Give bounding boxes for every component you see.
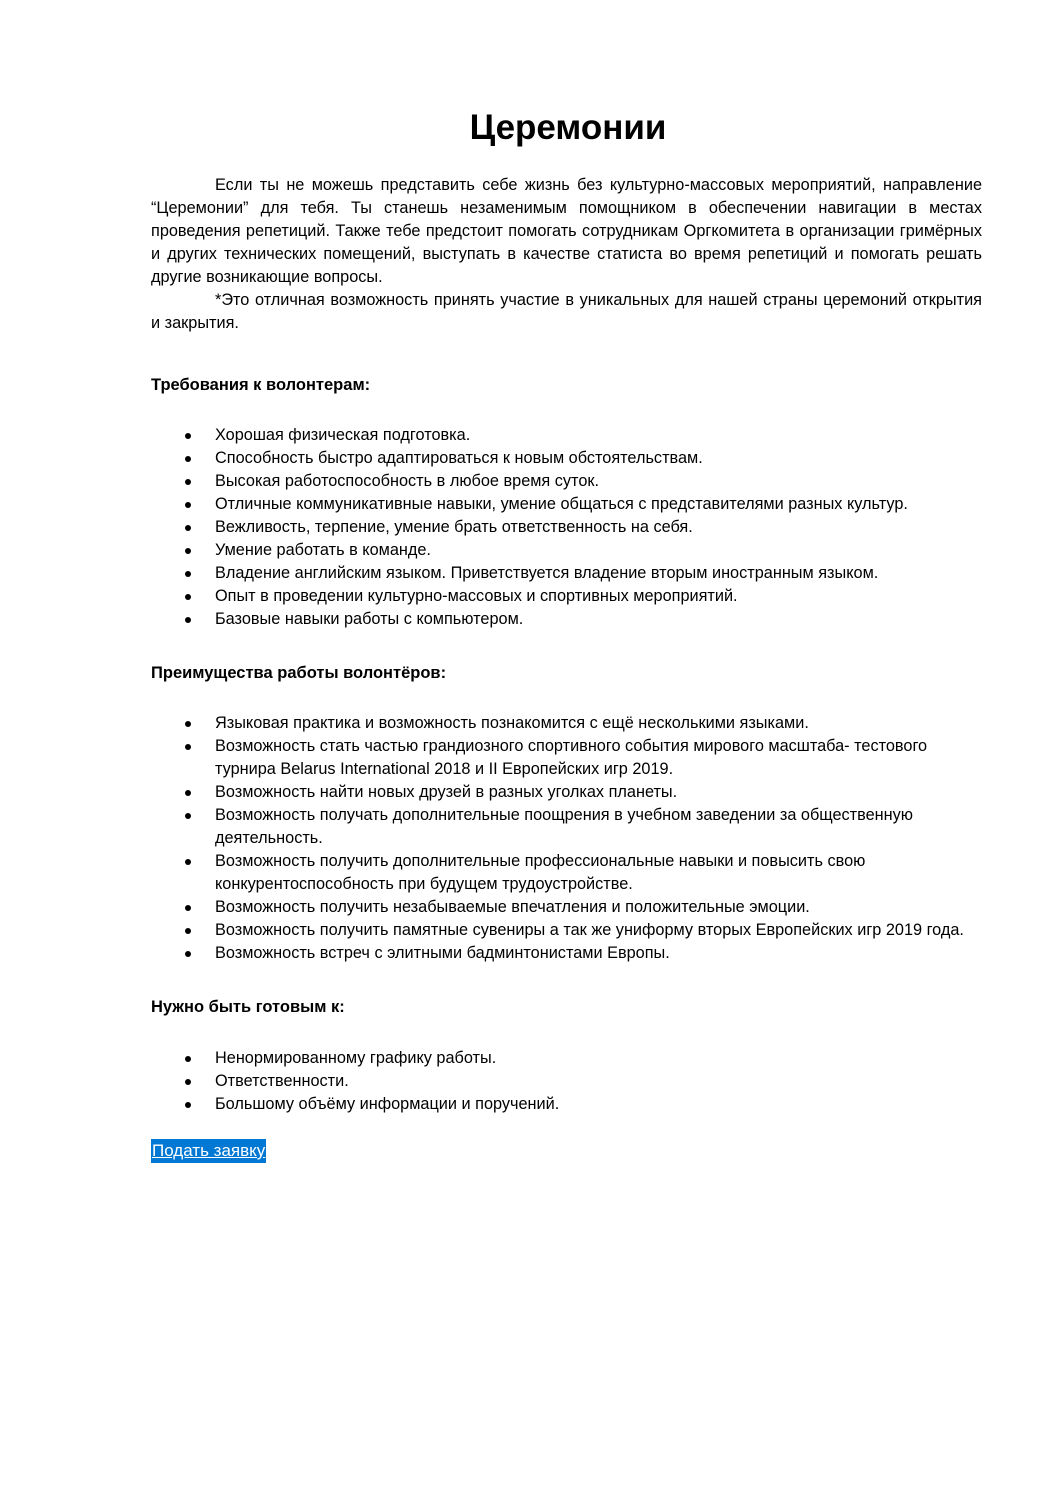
- benefits-heading: Преимущества работы волонтёров:: [151, 664, 447, 682]
- list-item: Возможность получить дополнительные профессиональные навыки и повысить свою конкурентоспособность при будущем трудоустройстве.: [151, 850, 982, 896]
- list-item: Возможность встреч с элитными бадминтонистами Европы.: [151, 942, 982, 965]
- list-item: Языковая практика и возможность познакомится с ещё несколькими языками.: [151, 712, 982, 735]
- list-item: Ответственности.: [151, 1070, 982, 1093]
- benefits-list: [151, 712, 982, 965]
- intro-section: [151, 174, 982, 335]
- list-item: Опыт в проведении культурно-массовых и спортивных мероприятий.: [151, 585, 982, 608]
- ready-heading: Нужно быть готовым к:: [151, 998, 345, 1016]
- intro-paragraph: Если ты не можешь представить себе жизнь без культурно-массовых мероприятий, направление “Церемонии” для тебя. Ты станешь незаменимым помощником в обеспечении навигации в местах проведения репетиций. Также тебе предстоит помогать сотрудникам Оргкомитета в организации гримёрных и других технических помещений, выступать в качестве статиста во время репетиций и помогать решать другие возникающие вопросы.: [151, 176, 982, 286]
- page-title: Церемонии: [469, 108, 667, 147]
- list-item: Базовые навыки работы с компьютером.: [151, 608, 982, 631]
- list-item: Возможность стать частью грандиозного спортивного события мирового масштаба- тестового турнира Belarus International 2018 и II Европейских игр 2019.: [151, 735, 982, 781]
- list-item: Возможность получить незабываемые впечатления и положительные эмоции.: [151, 896, 982, 919]
- list-item: Возможность найти новых друзей в разных уголках планеты.: [151, 781, 982, 804]
- list-item: Большому объёму информации и поручений.: [151, 1093, 982, 1116]
- list-item: Ненормированному графику работы.: [151, 1047, 982, 1070]
- apply-link[interactable]: Подать заявку: [151, 1139, 266, 1163]
- list-item: Высокая работоспособность в любое время суток.: [151, 470, 982, 493]
- list-item: Умение работать в команде.: [151, 539, 982, 562]
- list-item: Владение английским языком. Приветствуется владение вторым иностранным языком.: [151, 562, 982, 585]
- document-page: [151, 100, 982, 1163]
- list-item: Возможность получать дополнительные поощрения в учебном заведении за общественную деятельность.: [151, 804, 982, 850]
- requirements-list: [151, 424, 982, 631]
- list-item: Возможность получить памятные сувениры а так же униформу вторых Европейских игр 2019 года.: [151, 919, 982, 942]
- list-item: Вежливость, терпение, умение брать ответственность на себя.: [151, 516, 982, 539]
- list-item: Хорошая физическая подготовка.: [151, 424, 982, 447]
- list-item: Отличные коммуникативные навыки, умение общаться с представителями разных культур.: [151, 493, 982, 516]
- requirements-heading: Требования к волонтерам:: [151, 376, 371, 394]
- intro-note: *Это отличная возможность принять участие в уникальных для нашей страны церемоний открытия и закрытия.: [151, 291, 982, 332]
- ready-list: [151, 1047, 982, 1116]
- list-item: Способность быстро адаптироваться к новым обстоятельствам.: [151, 447, 982, 470]
